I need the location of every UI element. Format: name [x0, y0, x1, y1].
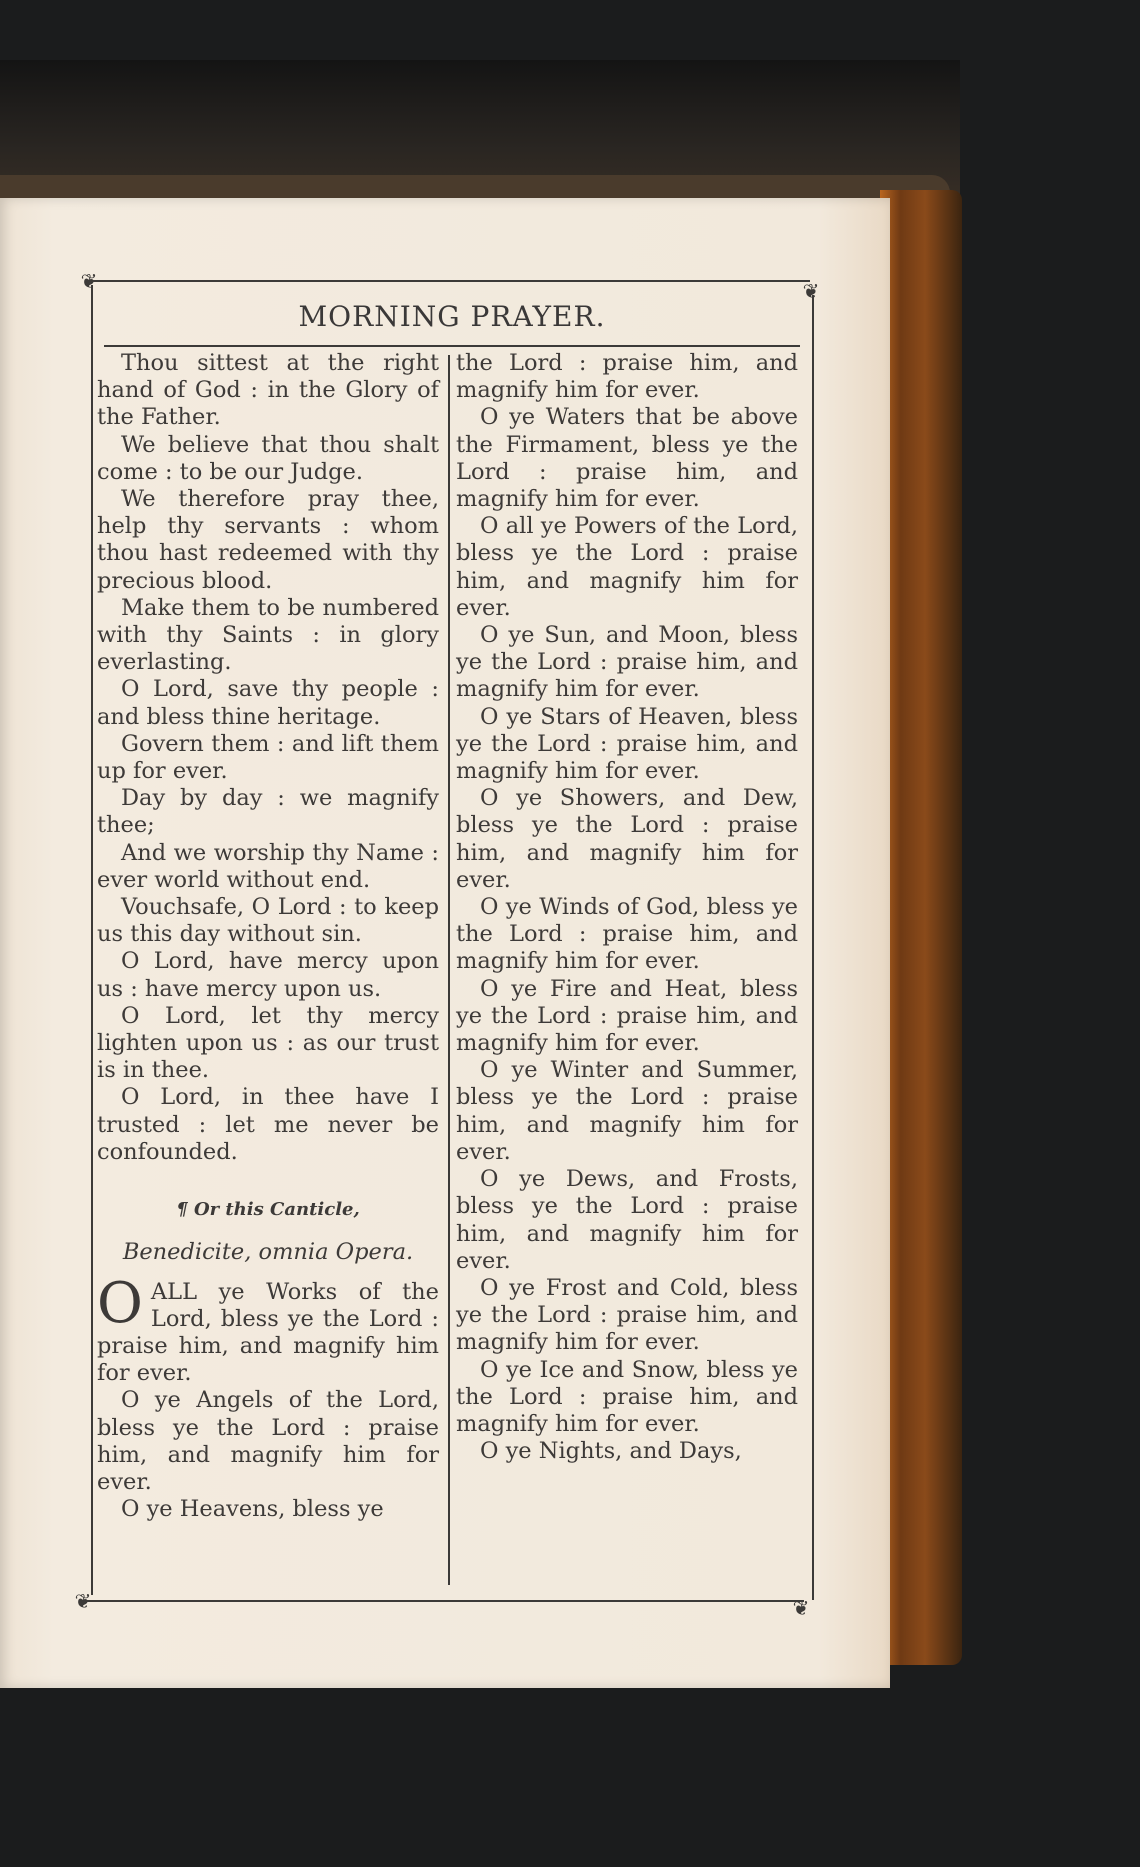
text-paragraph: O Lord, have mercy upon us : have mercy upon us.: [97, 948, 439, 1002]
frame-border-bottom: [82, 1600, 804, 1602]
text-continuation: the Lord : praise him, and magnify him for ever.: [456, 350, 798, 404]
text-paragraph: O ye Sun, and Moon, bless ye the Lord : praise him, and magnify him for ever.: [456, 622, 798, 703]
right-column: [456, 350, 798, 1465]
text-paragraph: O ye Fire and Heat, bless ye the Lord : praise him, and magnify him for ever.: [456, 975, 798, 1057]
text-paragraph: O ye Angels of the Lord, bless ye the Lord : praise him, and magnify him for ever.: [97, 1387, 439, 1495]
text-paragraph: O Lord, save thy people : and bless thine heritage.: [97, 676, 439, 730]
text-paragraph: O ye Showers, and Dew, bless ye the Lord : praise him, and magnify him for ever.: [456, 785, 798, 893]
canticle-opening-text: ALL ye Works of the Lord, bless ye the Lord : praise him, and magnify him for ever.: [97, 1278, 439, 1387]
text-paragraph: We believe that thou shalt come : to be our Judge.: [97, 431, 439, 485]
text-paragraph: Thou sittest at the right hand of God : in the Glory of the Father.: [97, 350, 439, 431]
rubric: ¶ Or this Canticle,: [176, 1199, 360, 1221]
text-paragraph: We therefore pray thee, help thy servants : whom thou hast redeemed with thy precious blood.: [97, 486, 439, 594]
text-paragraph: O all ye Powers of the Lord, bless ye the Lord : praise him, and magnify him for ever.: [456, 513, 798, 621]
text-paragraph: O Lord, let thy mercy lighten upon us : as our trust is in thee.: [97, 1002, 439, 1084]
ornate-corner-icon: ❦: [74, 1589, 92, 1613]
ornate-corner-icon: ❦: [792, 1596, 810, 1620]
drop-cap: O: [97, 1270, 143, 1336]
frame-border-right: [812, 295, 814, 1600]
text-paragraph: Day by day : we magnify thee;: [97, 785, 439, 839]
text-paragraph: O ye Winds of God, bless ye the Lord : praise him, and magnify him for ever.: [456, 894, 798, 975]
ornate-corner-icon: ❦: [80, 269, 98, 293]
column-divider: [448, 355, 450, 1585]
text-paragraph: O ye Dews, and Frosts, bless ye the Lord : praise him, and magnify him for ever.: [456, 1166, 798, 1274]
text-paragraph: O ye Ice and Snow, bless ye the Lord : praise him, and magnify him for ever.: [456, 1356, 798, 1437]
canticle-opening: [97, 1270, 439, 1388]
frame-border-left: [91, 285, 93, 1595]
text-paragraph: O Lord, in thee have I trusted : let me never be confounded.: [97, 1084, 439, 1165]
canticle-title: Benedicite, omnia Opera.: [122, 1239, 414, 1266]
text-paragraph: O ye Heavens, bless ye: [121, 1496, 384, 1523]
header-rule: [104, 345, 800, 347]
text-paragraph: O ye Winter and Summer, bless ye the Lord : praise him, and magnify him for ever.: [456, 1057, 798, 1165]
text-paragraph: O ye Nights, and Days,: [480, 1438, 742, 1465]
frame-border-top: [92, 280, 810, 282]
text-paragraph: Govern them : and lift them up for ever.: [97, 730, 439, 785]
text-paragraph: Make them to be numbered with thy Saints : in glory everlasting.: [97, 594, 439, 676]
text-paragraph: O ye Waters that be above the Firmament, bless ye the Lord : praise him, and magnify him for ever.: [456, 404, 798, 513]
text-paragraph: Vouchsafe, O Lord : to keep us this day without sin.: [97, 894, 439, 948]
text-paragraph: And we worship thy Name : ever world without end.: [97, 839, 439, 893]
text-paragraph: O ye Frost and Cold, bless ye the Lord : praise him, and magnify him for ever.: [456, 1274, 798, 1356]
text-paragraph: O ye Stars of Heaven, bless ye the Lord : praise him, and magnify him for ever.: [456, 703, 798, 785]
left-column: [97, 350, 439, 1523]
page-edges: [880, 190, 962, 1665]
ornate-corner-icon: ❦: [802, 279, 820, 303]
page-title: MORNING PRAYER.: [298, 300, 606, 333]
